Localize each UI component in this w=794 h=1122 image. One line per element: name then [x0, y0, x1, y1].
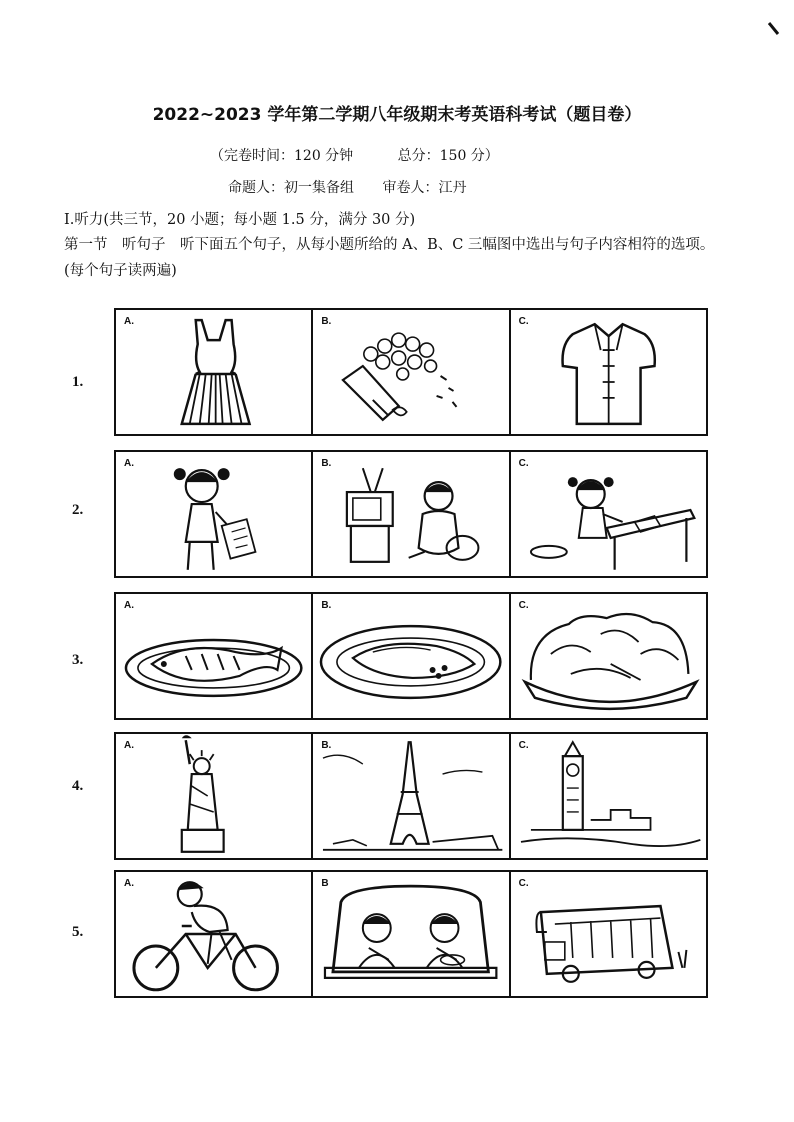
exam-meta-line: [210, 145, 539, 165]
bus-icon: [511, 872, 706, 996]
roast-dish-icon: [313, 594, 508, 718]
option-cell[interactable]: [511, 872, 706, 996]
option-label: C.: [518, 600, 529, 611]
fish-dish-icon: [116, 594, 311, 718]
question-number: 5.: [72, 924, 84, 940]
option-cell[interactable]: [313, 872, 510, 996]
exam-authors-line: [228, 177, 490, 197]
option-cell[interactable]: [313, 310, 510, 434]
option-cell[interactable]: [511, 310, 706, 434]
bicycle-rider-icon: [116, 872, 311, 996]
option-label: A.: [124, 316, 134, 327]
option-label: B.: [321, 600, 332, 611]
salad-icon: [511, 594, 706, 718]
statue-of-liberty-icon: [116, 734, 311, 858]
option-label: C.: [518, 740, 529, 751]
corner-mark-icon: [768, 22, 780, 36]
option-cell[interactable]: [511, 594, 706, 718]
option-cell[interactable]: [511, 734, 706, 858]
option-cell[interactable]: [313, 734, 510, 858]
option-cell[interactable]: [116, 452, 313, 576]
question-number: 1.: [72, 374, 84, 390]
question-1-options: [114, 308, 708, 436]
option-label: C.: [518, 316, 529, 327]
exam-author: 命题人：初一集备组: [228, 180, 354, 196]
question-number: 2.: [72, 502, 84, 518]
blouse-icon: [511, 310, 706, 434]
option-label: B.: [321, 740, 332, 751]
girl-reading-paper-icon: [116, 452, 311, 576]
page-title: 2022~2023 学年第二学期八年级期末考英语科考试（题目卷）: [152, 105, 642, 125]
section-heading: I.听力(共三节，20 小题；每小题 1.5 分，满分 30 分): [64, 212, 416, 228]
option-cell[interactable]: [313, 594, 510, 718]
option-label: A.: [124, 458, 134, 469]
eiffel-tower-icon: [313, 734, 508, 858]
question-3-options: [114, 592, 708, 720]
option-cell[interactable]: [511, 452, 706, 576]
question-2-options: [114, 450, 708, 578]
option-cell[interactable]: [313, 452, 510, 576]
big-ben-icon: [511, 734, 706, 858]
option-cell[interactable]: [116, 734, 313, 858]
exam-total-score: 总分：150 分）: [397, 148, 499, 164]
option-label: A.: [124, 740, 134, 751]
option-label: B.: [321, 458, 332, 469]
option-label: B.: [321, 316, 332, 327]
question-4-options: [114, 732, 708, 860]
option-label: C.: [518, 458, 529, 469]
exam-time: （完卷时间：120 分钟: [210, 148, 354, 164]
question-number: 4.: [72, 778, 84, 794]
car-passengers-icon: [313, 872, 508, 996]
option-label: B: [321, 878, 329, 889]
option-label: A.: [124, 878, 134, 889]
girl-at-desk-icon: [511, 452, 706, 576]
question-number: 3.: [72, 652, 84, 668]
question-5-options: [114, 870, 708, 998]
option-label: A.: [124, 600, 134, 611]
option-label: C.: [518, 878, 529, 889]
flower-bouquet-icon: [313, 310, 508, 434]
option-cell[interactable]: [116, 872, 313, 996]
child-watching-tv-icon: [313, 452, 508, 576]
option-cell[interactable]: [116, 310, 313, 434]
option-cell[interactable]: [116, 594, 313, 718]
section-instruction: 第一节 听句子 听下面五个句子，从每小题所给的 A、B、C 三幅图中选出与句子内容相符的选项。(每个句子读两遍): [64, 237, 715, 279]
dress-icon: [116, 310, 311, 434]
exam-reviewer: 审卷人：江丹: [382, 180, 467, 196]
